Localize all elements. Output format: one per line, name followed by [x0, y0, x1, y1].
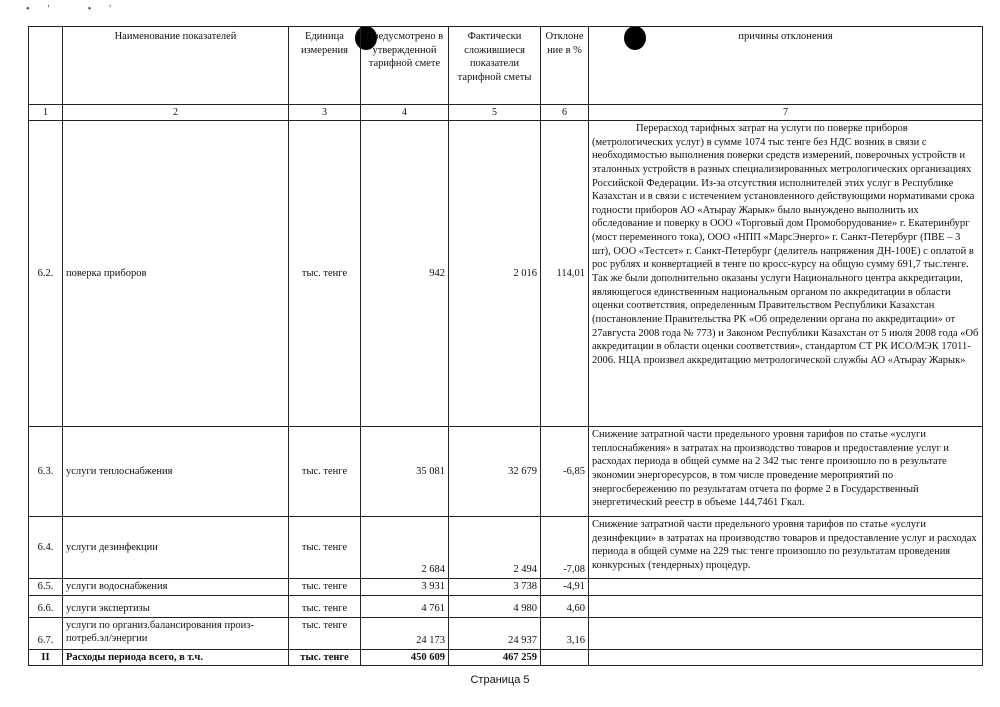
row-reason — [589, 579, 983, 596]
row-unit: тыс. тенге — [289, 579, 361, 596]
row-number: 6.5. — [29, 579, 63, 596]
col-number: 5 — [449, 105, 541, 121]
row-reason: Снижение затратной части предельного уровня тарифов по статье «услуги дезинфекции» в затратах на производство товаров и предоставление услуг и расходах периода в общей сумме на 229 тыс тенге произошло по результатам проведения конкурсных (тендерных) процедур. — [589, 517, 983, 579]
row-actual: 24 937 — [449, 617, 541, 649]
header-actual: Фактически сложившиеся показатели тарифной сметы — [449, 27, 541, 105]
col-number: 6 — [541, 105, 589, 121]
row-deviation: -6,85 — [541, 427, 589, 517]
row-number: 6.2. — [29, 121, 63, 427]
row-number: 6.3. — [29, 427, 63, 517]
table-row — [29, 427, 983, 517]
col-number: 7 — [589, 105, 983, 121]
header-row — [29, 27, 983, 105]
header-reason: причины отклонения — [589, 27, 983, 105]
total-number: II — [29, 649, 63, 666]
row-actual: 2 016 — [449, 121, 541, 427]
row-name: услуги дезинфекции — [63, 517, 289, 579]
total-planned: 450 609 — [361, 649, 449, 666]
row-deviation: -4,91 — [541, 579, 589, 596]
row-planned: 3 931 — [361, 579, 449, 596]
col-number: 3 — [289, 105, 361, 121]
deviation-table — [28, 26, 983, 666]
row-reason — [589, 595, 983, 617]
row-name: поверка приборов — [63, 121, 289, 427]
total-row — [29, 649, 983, 666]
row-deviation: -7,08 — [541, 517, 589, 579]
table-row — [29, 617, 983, 649]
row-reason: Снижение затратной части предельного уровня тарифов по статье «услуги теплоснабжения» в затратах на производство товаров и предоставление услуг и расходах периода в общей сумме на 2 342 тыс тенге произошло по в результате экономии энергоресурсов, в том числе проведение мероприятий по энергосбережению по результатам отчета по форме 2 в Государственный энергетический реестр в объеме 144,7461 Гкал. — [589, 427, 983, 517]
scan-marks: •' •' — [26, 4, 130, 15]
col-number: 1 — [29, 105, 63, 121]
row-unit: тыс. тенге — [289, 427, 361, 517]
row-deviation: 114,01 — [541, 121, 589, 427]
row-planned: 35 081 — [361, 427, 449, 517]
total-deviation — [541, 649, 589, 666]
table-row — [29, 121, 983, 427]
row-planned: 942 — [361, 121, 449, 427]
header-deviation: Отклоне ние в % — [541, 27, 589, 105]
header-name: Наименование показателей — [63, 27, 289, 105]
row-name: услуги теплоснабжения — [63, 427, 289, 517]
row-unit: тыс. тенге — [289, 617, 361, 649]
total-reason — [589, 649, 983, 666]
total-name: Расходы периода всего, в т.ч. — [63, 649, 289, 666]
header-number — [29, 27, 63, 105]
row-actual: 3 738 — [449, 579, 541, 596]
row-reason — [589, 617, 983, 649]
row-name: услуги экспертизы — [63, 595, 289, 617]
column-number-row — [29, 105, 983, 121]
row-unit: тыс. тенге — [289, 121, 361, 427]
row-actual: 32 679 — [449, 427, 541, 517]
row-unit: тыс. тенге — [289, 595, 361, 617]
row-deviation: 3,16 — [541, 617, 589, 649]
row-planned: 4 761 — [361, 595, 449, 617]
row-unit: тыс. тенге — [289, 517, 361, 579]
row-number: 6.7. — [29, 617, 63, 649]
table-row — [29, 595, 983, 617]
row-actual: 2 494 — [449, 517, 541, 579]
total-unit: тыс. тенге — [289, 649, 361, 666]
header-planned: Предусмотрено в утвержденной тарифной смете — [361, 27, 449, 105]
row-planned: 2 684 — [361, 517, 449, 579]
row-name: услуги водоснабжения — [63, 579, 289, 596]
header-unit: Единица измерения — [289, 27, 361, 105]
col-number: 4 — [361, 105, 449, 121]
row-number: 6.4. — [29, 517, 63, 579]
row-reason: Перерасход тарифных затрат на услуги по поверке приборов (метрологических услуг) в сумме 1074 тыс тенге без НДС возник в связи с необходимостью выполнения поверки средств измерений, поверочных устройств и эталонных устройств в разных специализированных метрологических организациях Российской Федерации. Из-за отсутствия исполнителей этих услуг в Республике Казахстан и в связи с истечением установленного действующими нормативами срока годности приборов АО «Атырау Жарык» было вынуждено выполнить их обследование и поверку в ООО «Торговый дом Промоборудование» г. Екатеринбург (мост переменного тока), ООО «НПП «МарсЭнерго» г. Санкт-Петербург (ПВЕ – 3 шт), ООО «Тестсет» г. Санкт-Петербург (делитель напряжения ДН-100Е) с оплатой в рос рублях и конвертацией в тенге по кросс-курсу на общую сумму 691,7 тыс.тенге. Так же были дополнительно оказаны услуги Национального центра аккредитации, являющегося единственным национальным органом по аккредитации в области оценки соответствия, определенным Правительством Республики Казахстан (постановление Правительства РК «Об определении органа по аккредитации» от 27августа 2008 года № 773) и Законом Республики Казахстан от 5 июля 2008 года «Об аккредитации в области оценки соответствия», стандартом СТ РК ИСО/МЭК 17011-2006. НЦА произвел аккредитацию метрологической службы АО «Атырау Жарык» — [589, 121, 983, 427]
col-number: 2 — [63, 105, 289, 121]
row-deviation: 4,60 — [541, 595, 589, 617]
page-number: Страница 5 — [470, 674, 530, 686]
table-row — [29, 517, 983, 579]
row-planned: 24 173 — [361, 617, 449, 649]
total-actual: 467 259 — [449, 649, 541, 666]
row-number: 6.6. — [29, 595, 63, 617]
row-name: услуги по организ.балансирования произ-потреб.эл/энергии — [63, 617, 289, 649]
row-actual: 4 980 — [449, 595, 541, 617]
table-row — [29, 579, 983, 596]
